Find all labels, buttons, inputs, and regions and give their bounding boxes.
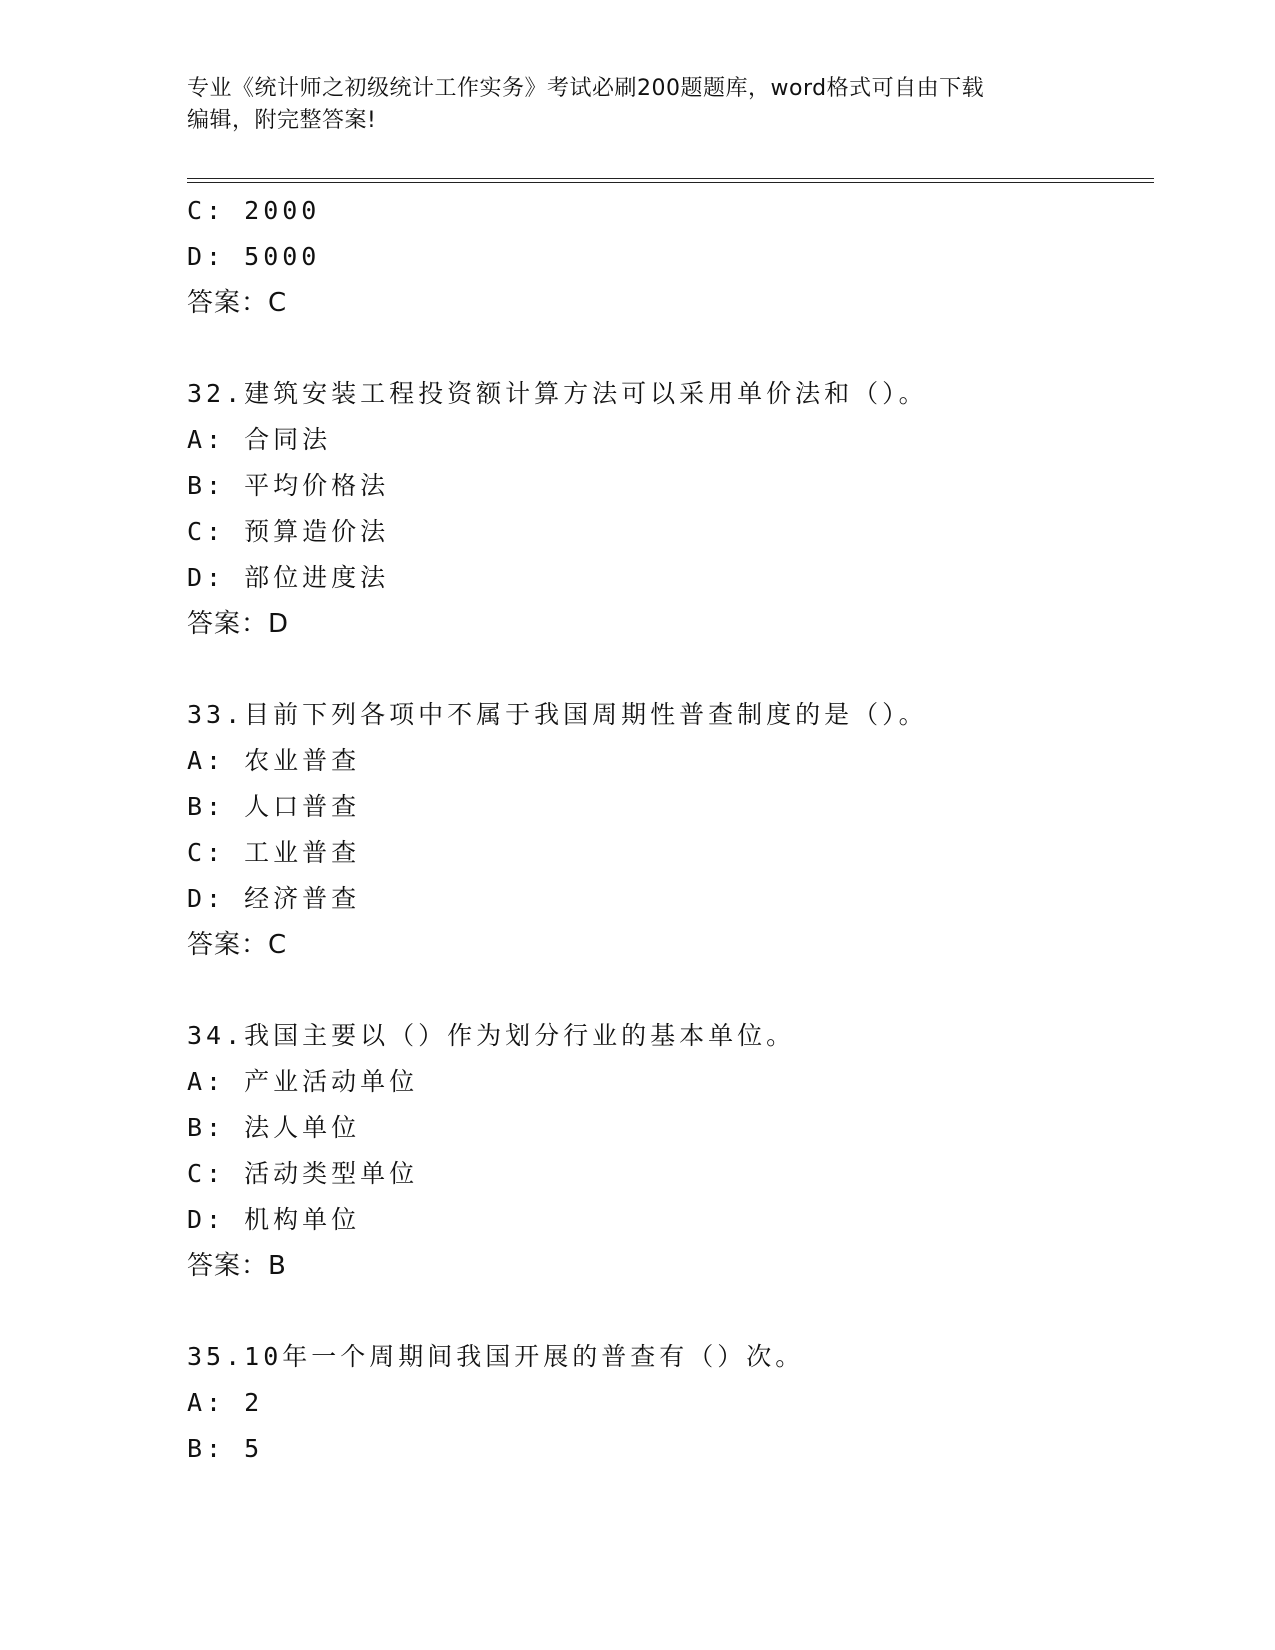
header-line-2: 编辑，附完整答案! [187,108,377,133]
header-divider-bottom [187,182,1154,183]
question-text: 35.10年一个周期间我国开展的普查有（）次。 [187,1342,805,1371]
question-text: 33.目前下列各项中不属于我国周期性普查制度的是（）。 [187,700,928,729]
question-35 [187,1334,1147,1472]
option-b: B: 人口普查 [187,792,361,821]
question-34 [187,1013,1147,1289]
option-d: D: 部位进度法 [187,563,390,592]
answer-label: 答案：B [187,1251,287,1281]
option-b: B: 平均价格法 [187,471,390,500]
option-d: D: 经济普查 [187,884,361,913]
option-a: A: 合同法 [187,425,332,454]
option-c: C: 预算造价法 [187,517,390,546]
option-a: A: 2 [187,1388,264,1417]
answer-label: 答案：D [187,609,290,639]
question-text: 32.建筑安装工程投资额计算方法可以采用单价法和（）。 [187,379,928,408]
answer-label: 答案：C [187,288,288,318]
option-b: B: 5 [187,1434,264,1463]
question-text: 34.我国主要以（）作为划分行业的基本单位。 [187,1021,796,1050]
question-list [187,188,1147,1472]
question-33 [187,692,1147,968]
header-line-1: 专业《统计师之初级统计工作实务》考试必刷200题题库，word格式可自由下载 [187,76,985,101]
option-a: A: 农业普查 [187,746,361,775]
question-31-continued [187,188,1147,326]
header-divider-top [187,178,1154,179]
option-c: C: 2000 [187,196,321,225]
option-d: D: 机构单位 [187,1205,361,1234]
option-c: C: 活动类型单位 [187,1159,419,1188]
question-32 [187,371,1147,647]
document-header [187,73,1087,137]
option-c: C: 工业普查 [187,838,361,867]
option-b: B: 法人单位 [187,1113,361,1142]
answer-label: 答案：C [187,930,288,960]
option-d: D: 5000 [187,242,321,271]
option-a: A: 产业活动单位 [187,1067,419,1096]
